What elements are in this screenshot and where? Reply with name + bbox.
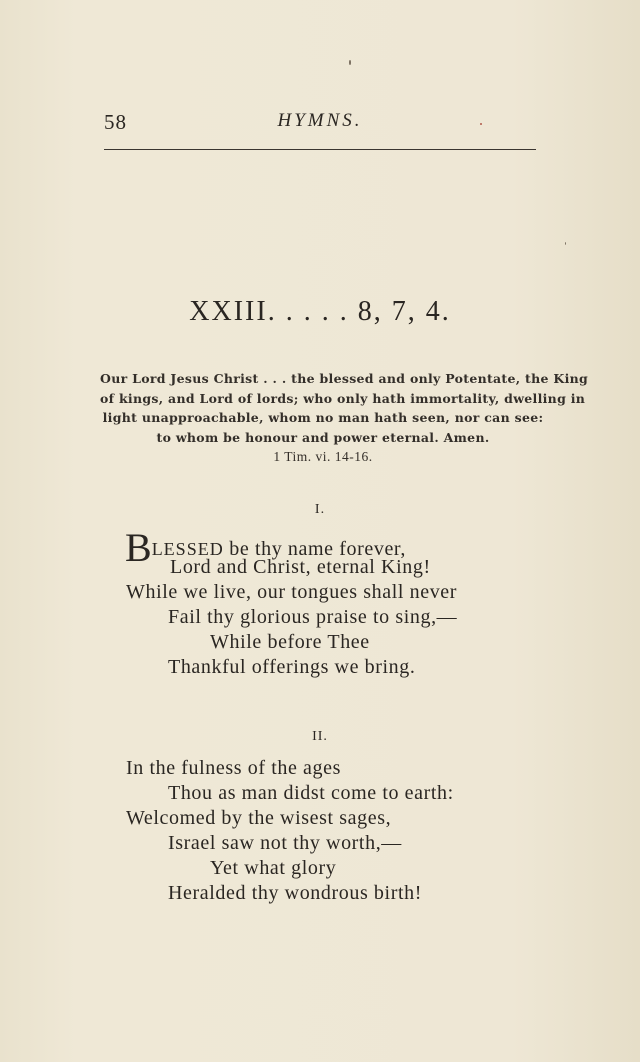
epigraph-line: light unapproachable, whom no man hath seen, nor can see: [102,410,544,425]
paper-speck [480,123,482,125]
stanza-number: II. [312,729,328,744]
epigraph [100,369,589,467]
epigraph-line: of kings, and Lord of lords; who only hath immortality, dwelling in [100,390,586,406]
scripture-citation: 1 Tim. vi. 14-16. [273,449,373,464]
verse-line: Fail thy glorious praise to sing,— [168,606,458,628]
verse-line: In the fulness of the ages [126,757,341,779]
first-word-caps: LESSED [151,539,224,559]
hymn-title: XXIII. . . . . 8, 7, 4. [189,296,451,327]
epigraph-line: to whom be honour and power eternal. Amen. [156,429,490,445]
verse-line: Welcomed by the wisest sages, [126,807,392,829]
paper-speck [349,60,351,65]
verse-line: Heralded thy wondrous birth! [168,882,422,904]
page-header [104,110,536,140]
verse-line: Thankful offerings we bring. [168,656,416,678]
verse-line: While we live, our tongues shall never [126,581,458,603]
drop-cap: B [125,525,152,570]
header-rule [104,149,536,150]
verse-line: Yet what glory [210,857,337,879]
verse-line: Lord and Christ, eternal King! [170,556,431,578]
epigraph-line: Our Lord Jesus Christ . . . the blessed and only Potentate, the King [100,371,589,386]
stanza-number: I. [314,502,326,517]
running-title: HYMNS. [277,110,363,131]
verse-line: Thou as man didst come to earth: [168,782,454,804]
verse-line: While before Thee [210,631,370,653]
verse-line: Israel saw not thy worth,— [168,832,402,854]
page-number: 58 [104,110,127,134]
paper-speck [565,242,566,245]
first-line-rest: be thy name forever, [223,538,406,560]
